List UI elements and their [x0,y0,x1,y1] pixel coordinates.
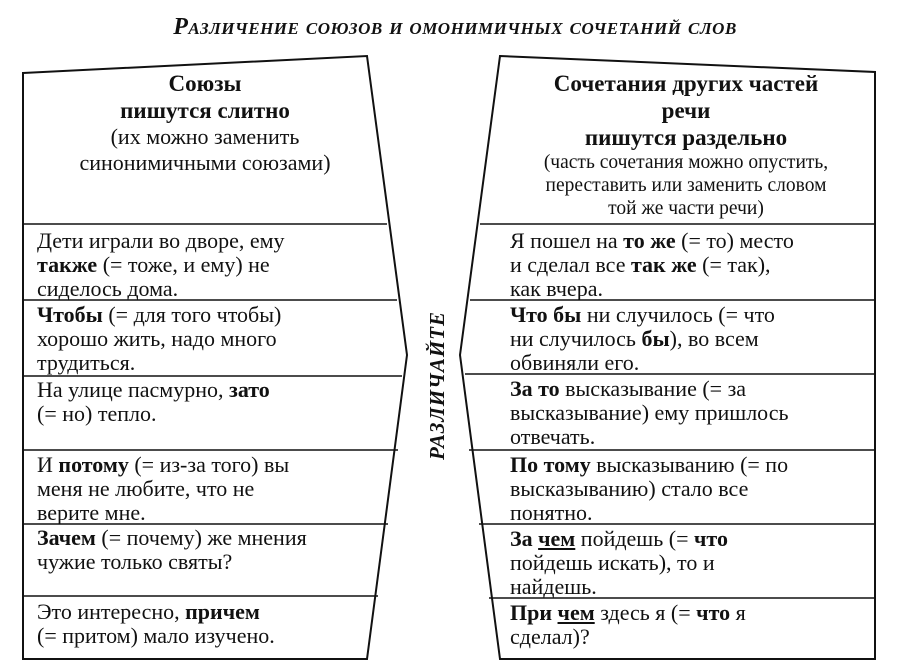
cell-line: пойдешь искать), то и [510,550,715,575]
left-row-1 [37,229,285,301]
cell-line: трудиться. [37,350,136,375]
cell-line: Это интересно, причем [37,599,260,624]
cell-line: обвиняли его. [510,350,640,375]
right-header-line: той же части речи) [608,198,764,220]
cell-line: И потому (= из-за того) вы [37,452,290,477]
right-header-line: (часть сочетания можно опустить, [543,152,829,174]
cell-line: (= притом) мало изучено. [37,623,275,648]
cell-line: ни случилось бы), во всем [510,326,759,351]
left-header-line: пишутся слитно [120,98,290,124]
cell-line: отвечать. [510,424,596,449]
left-row-5 [37,526,307,574]
cell-line: Я пошел на то же (= то) место [510,228,794,253]
cell-line: сиделось дома. [37,276,179,301]
cell-line: сделал)? [510,624,590,649]
cell-line: При чем здесь я (= что я [510,600,746,625]
cell-line: высказывание) ему пришлось [510,400,789,425]
left-header-line: (их можно заменить [110,124,300,150]
middle-label-text: РАЗЛИЧАЙТЕ [425,310,450,460]
page-title: Различение союзов и омонимичных сочетаний слов [173,14,737,40]
cell-line: хорошо жить, надо много [37,326,277,351]
cell-line: Что бы ни случилось (= что [510,302,775,327]
right-row-4 [510,453,788,525]
left-row-2 [37,303,281,375]
right-row-6 [510,601,746,649]
left-row-6 [37,600,275,648]
left-row-4 [37,453,289,525]
right-header-line: переставить или заменить словом [545,175,827,197]
cell-line: По тому высказыванию (= по [510,452,789,477]
right-header [500,70,872,220]
cell-line: Чтобы (= для того чтобы) [37,302,282,327]
cell-line: За чем пойдешь (= что [510,526,728,551]
right-row-3 [510,377,789,449]
right-row-1 [510,229,794,301]
cell-line: На улице пасмурно, зато [37,377,270,402]
left-row-3 [37,378,270,426]
right-header-line: речи [661,98,711,124]
cell-line: За то высказывание (= за [510,376,747,401]
cell-line: чужие только святы? [37,549,233,574]
cell-line: и сделал все так же (= так), [510,252,771,277]
right-header-line: пишутся раздельно [584,125,788,151]
cell-line: Зачем (= почему) же мнения [37,525,307,550]
left-header [40,70,370,176]
left-header-line: синонимичными союзами) [79,150,331,176]
cell-line: высказыванию) стало все [510,476,749,501]
cell-line: верите мне. [37,500,146,525]
middle-label [418,300,458,470]
right-row-5 [510,527,728,599]
cell-line: найдешь. [510,574,597,599]
cell-line: понятно. [510,500,593,525]
cell-line: Дети играли во дворе, ему [37,228,285,253]
right-header-line: Сочетания других частей [553,71,819,96]
cell-line: как вчера. [510,276,603,301]
cell-line: меня не любите, что не [37,476,255,501]
cell-line: также (= тоже, и ему) не [37,252,270,277]
left-header-line: Союзы [168,71,242,96]
right-row-2 [510,303,775,375]
cell-line: (= но) тепло. [37,401,157,426]
